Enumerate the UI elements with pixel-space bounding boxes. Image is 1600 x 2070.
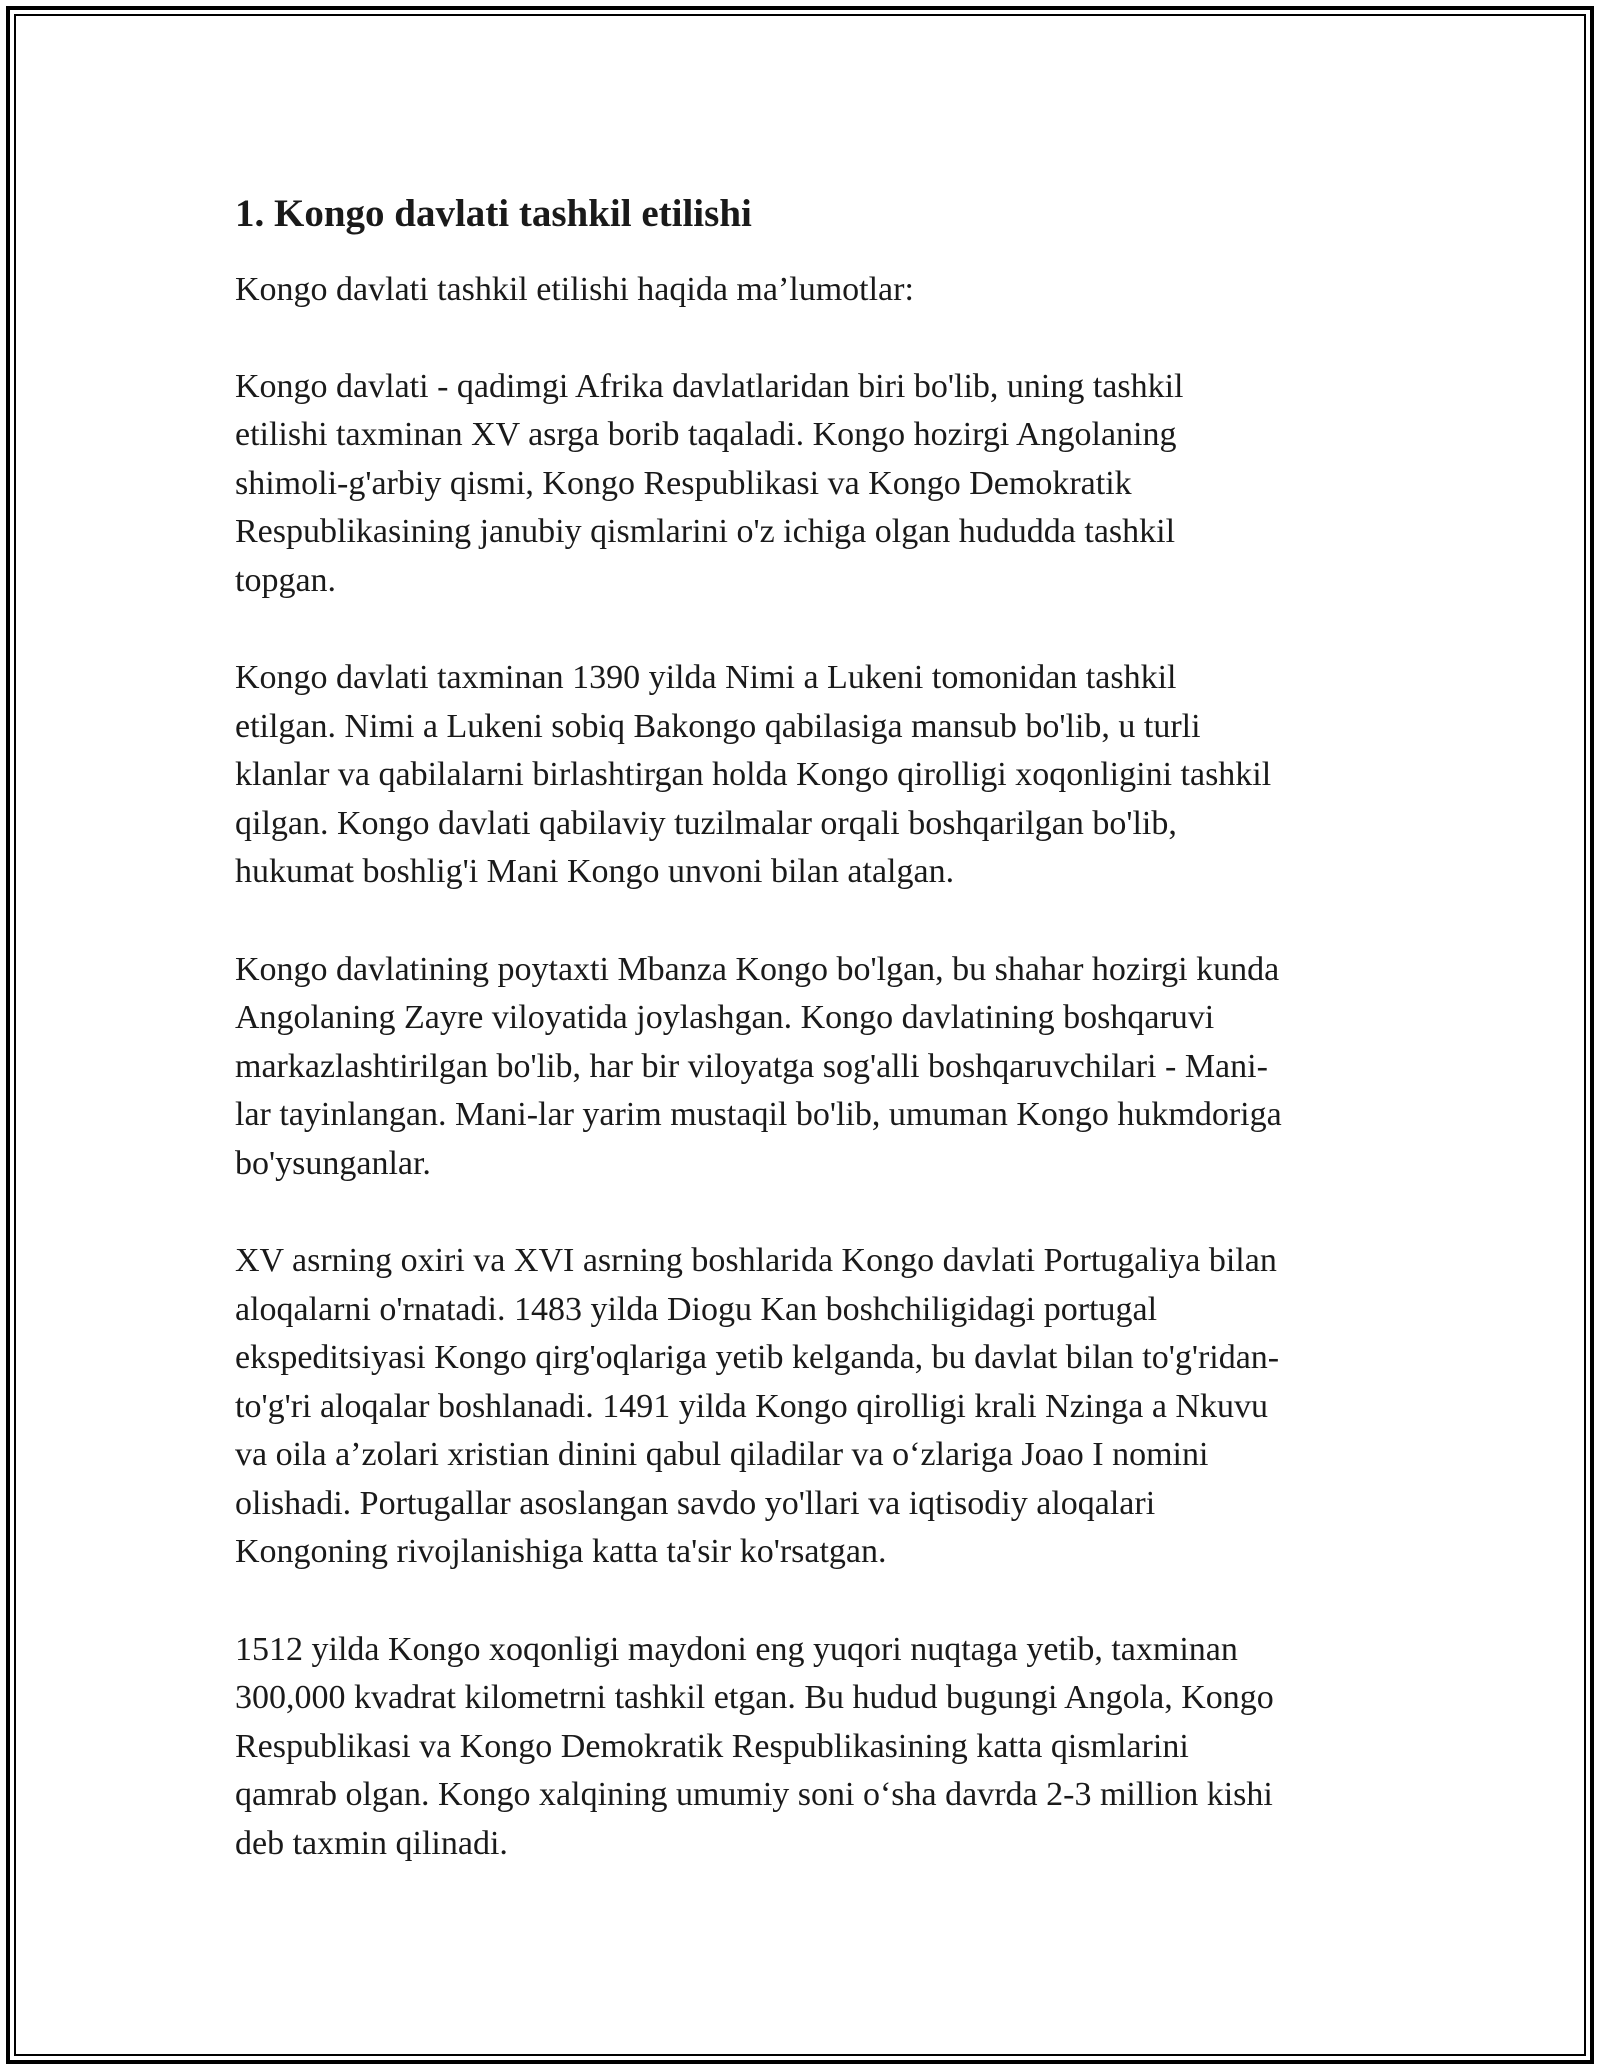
text-line: 1512 yilda Kongo xoqonligi maydoni eng yuqori nuqtaga yetib, taxminan	[235, 1630, 1238, 1668]
text-line: klanlar va qabilalarni birlashtirgan holda Kongo qirolligi xoqonligini tashkil	[235, 756, 1272, 793]
text-line: to'g'ri aloqalar boshlanadi. 1491 yilda Kongo qirolligi krali Nzinga a Nkuvu	[235, 1387, 1268, 1425]
paragraph-3	[235, 946, 1370, 1189]
page-title: 1. Kongo davlati tashkil etilishi	[235, 192, 752, 235]
text-line: Respublikasining janubiy qismlarini o'z ichiga olgan hududda tashkil	[235, 513, 1176, 550]
text-line: topgan.	[235, 561, 337, 599]
text-line: markazlashtirilgan bo'lib, har bir viloyatga sog'alli boshqaruvchilari - Mani-	[235, 1047, 1268, 1085]
text-line: 300,000 kvadrat kilometrni tashkil etgan. Bu hudud bugungi Angola, Kongo	[235, 1679, 1274, 1716]
paragraph-2	[235, 654, 1370, 897]
paragraph-5	[235, 1626, 1370, 1869]
text-line: Kongo davlati - qadimgi Afrika davlatlaridan biri bo'lib, uning tashkil	[235, 367, 1184, 405]
paragraph-1	[235, 363, 1370, 606]
text-line: deb taxmin qilinadi.	[235, 1824, 508, 1862]
text-line: Angolaning Zayre viloyatida joylashgan. Kongo davlatining boshqaruvi	[235, 999, 1215, 1036]
intro-text: Kongo davlati tashkil etilishi haqida ma’lumotlar:	[235, 271, 914, 308]
text-line: hukumat boshlig'i Mani Kongo unvoni bilan atalgan.	[235, 853, 955, 890]
document-body	[235, 186, 1370, 1917]
text-line: aloqalarni o'rnatadi. 1483 yilda Diogu Kan boshchiligidagi portugal	[235, 1290, 1158, 1328]
text-line: XV asrning oxiri va XVI asrning boshlarida Kongo davlati Portugaliya bilan	[235, 1242, 1277, 1279]
paragraph-4	[235, 1237, 1370, 1577]
text-line: etilishi taxminan XV asrga borib taqaladi. Kongo hozirgi Angolaning	[235, 416, 1177, 453]
text-line: Kongoning rivojlanishiga katta ta'sir ko'rsatgan.	[235, 1533, 887, 1570]
text-line: va oila a’zolari xristian dinini qabul qiladilar va o‘zlariga Joao I nomini	[235, 1436, 1209, 1473]
text-line: ekspeditsiyasi Kongo qirg'oqlariga yetib kelganda, bu davlat bilan to'g'ridan-	[235, 1339, 1280, 1376]
text-line: qamrab olgan. Kongo xalqining umumiy soni o‘sha davrda 2-3 million kishi	[235, 1776, 1273, 1813]
text-line: lar tayinlangan. Mani-lar yarim mustaqil bo'lib, umuman Kongo hukmdoriga	[235, 1096, 1282, 1133]
text-line: etilgan. Nimi a Lukeni sobiq Bakongo qabilasiga mansub bo'lib, u turli	[235, 707, 1201, 745]
text-line: Kongo davlatining poytaxti Mbanza Kongo bo'lgan, bu shahar hozirgi kunda	[235, 950, 1280, 988]
text-line: Kongo davlati taxminan 1390 yilda Nimi a Lukeni tomonidan tashkil	[235, 659, 1177, 696]
text-line: qilgan. Kongo davlati qabilaviy tuzilmalar orqali boshqarilgan bo'lib,	[235, 804, 1177, 842]
text-line: shimoli-g'arbiy qismi, Kongo Respublikasi va Kongo Demokratik	[235, 464, 1132, 502]
text-line: olishadi. Portugallar asoslangan savdo yo'llari va iqtisodiy aloqalari	[235, 1484, 1156, 1522]
text-line: bo'ysunganlar.	[235, 1144, 431, 1182]
text-line: Respublikasi va Kongo Demokratik Respublikasining katta qismlarini	[235, 1727, 1189, 1765]
